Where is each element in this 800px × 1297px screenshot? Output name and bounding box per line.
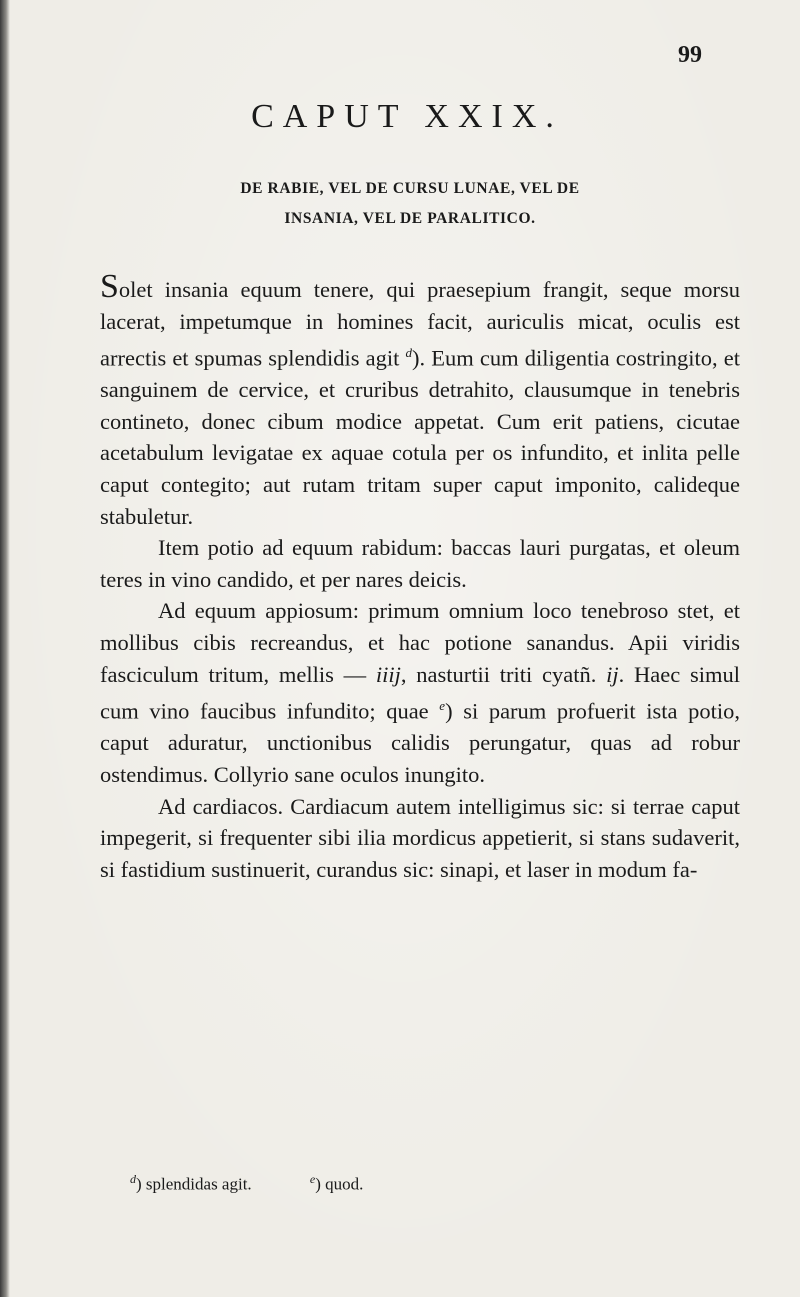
footnote-mark: e [309, 1172, 316, 1186]
subtitle-line-2: INSANIA, VEL DE PARALITICO. [284, 210, 536, 227]
chapter-subtitle [130, 174, 690, 234]
paragraph-text: ) si parum profuerit ista potio, caput aduratur, unctionibus calidis perungatur, quas ad robur ostendimus. Collyrio sane oculos inungito. [100, 698, 740, 787]
footnote-mark: d [130, 1172, 136, 1186]
numeral-italic: ij [606, 661, 619, 687]
chapter-title: CAPUT XXIX. [251, 98, 563, 135]
footnote-text: ) quod. [315, 1174, 364, 1194]
subtitle-line-1: DE RABIE, VEL DE CURSU LUNAE, VEL DE [240, 180, 580, 197]
footnote-e [310, 1172, 364, 1195]
paragraph-text: , nasturtii triti cyatñ. [400, 661, 607, 687]
paragraph-potio: Item potio ad equum rabidum: baccas lauri purgatas, et oleum teres in vino candido, et per nares deicis. [100, 535, 740, 592]
footnote-d [130, 1172, 252, 1195]
footnotes [130, 1172, 730, 1195]
paragraph-cardiacos: Ad cardiacos. Cardiacum autem intelligimus sic: si terrae caput impegerit, si frequenter sibi ilia mordicus appetierit, si stans sudaverit, si fastidium sustinuerit, curandus sic: sinapi, et laser in modum fa- [100, 793, 740, 882]
footnote-text: ) splendidas agit. [136, 1174, 252, 1194]
footnote-ref-d: d [405, 345, 412, 361]
paragraph-text: . Haec simul cum vino faucibus infundito; quae [100, 661, 740, 724]
paragraph-text: olet insania equum tenere, qui praesepium frangit, seque morsu lacerat, impetumque in homines facit, auriculis micat, oculis est arrectis et spumas splendidis agit [100, 277, 740, 371]
numeral-italic: iiij [375, 661, 401, 687]
page-binding-edge [0, 0, 10, 1297]
paragraph-rabies [100, 270, 740, 532]
paragraph-text: ). Eum cum diligentia costringito, et sanguinem de cervice, et cruribus detrahito, clausumque in tenebris contineto, donec cibum modice appetat. Cum erit patiens, cicutae acetabulum levigatae ex aquae cotula per os infundito, et inlita pelle caput contegito; aut rutam tritam super caput imponito, calideque stabuletur. [100, 345, 740, 529]
footnote-ref-e: e [439, 698, 446, 714]
body-text [100, 270, 740, 885]
paragraph-text: Ad equum appiosum: primum omnium loco tenebroso stet, et mollibus cibis recreandus, et hac potione sanandus. Apii viridis fasciculum tritum, mellis — [100, 598, 740, 687]
paragraph-appiosum [100, 595, 740, 790]
page-number: 99 [678, 42, 702, 68]
drop-cap: S [100, 268, 119, 305]
